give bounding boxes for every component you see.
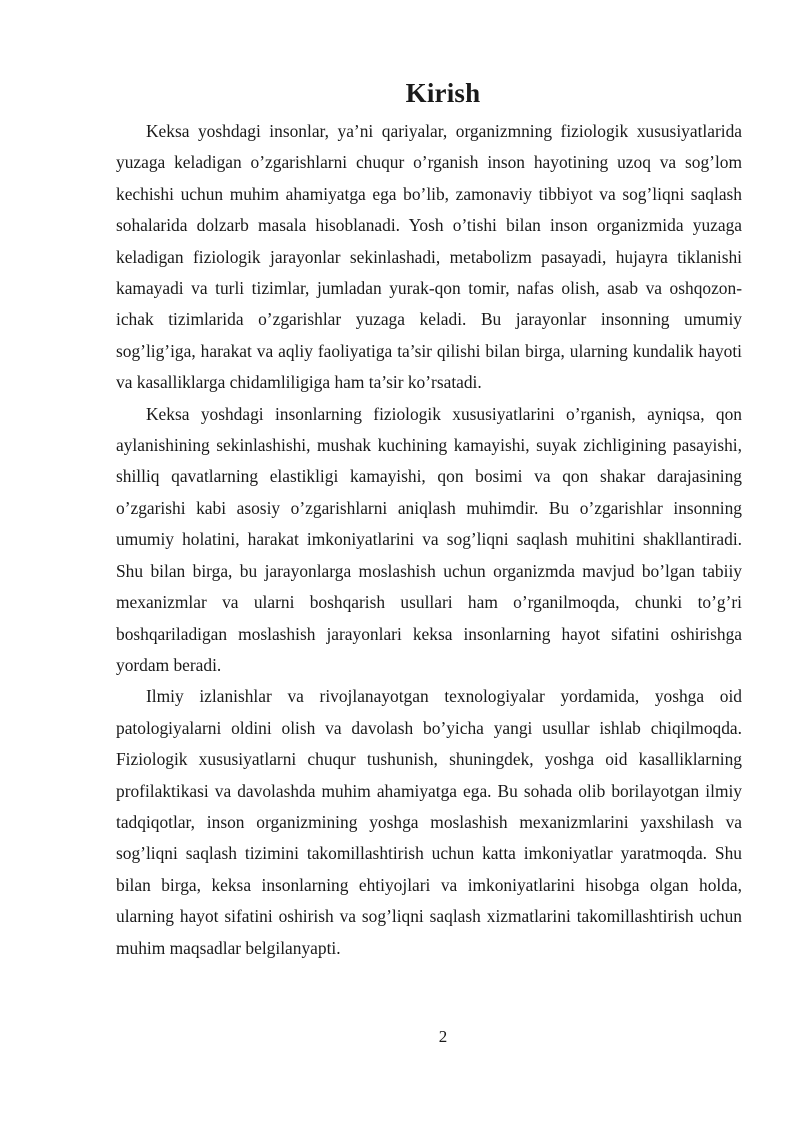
paragraph: Keksa yoshdagi insonlarning fiziologik xususiyatlarini o’rganish, ayniqsa, qon aylanishining sekinlashishi, mushak kuchining kamayishi, suyak zichligining pasayishi, shilliq qavatlarning elastikligi kamayishi, qon bosimi va qon shakar darajasining o’zgarishi kabi asosiy o’zgarishlarni aniqlash muhimdir. Bu o’zgarishlar insonning umumiy holatini, harakat imkoniyatlarini va sog’liqni saqlash muhitini shakllantiradi. Shu bilan birga, bu jarayonlarga moslashish uchun organizmda mavjud bo’lgan tabiiy mexanizmlar va ularni boshqarish usullari ham o’rganilmoqda, chunki to’g’ri boshqariladigan moslashish jarayonlari keksa insonlarning hayot sifatini oshirishga yordam beradi. <box>116 403 742 675</box>
paragraph: Keksa yoshdagi insonlar, ya’ni qariyalar, organizmning fiziologik xususiyatlarida yuzaga keladigan o’zgarishlarni chuqur o’rganish inson hayotining uzoq va sog’lom kechishi uchun muhim ahamiyatga ega bo’lib, zamonaviy tibbiyot va sog’liqni saqlash sohalarida dolzarb masala hisoblanadi. Yosh o’tishi bilan inson organizmida yuzaga keladigan fiziologik jarayonlar sekinlashadi, metabolizm pasayadi, hujayra tiklanishi kamayadi va turli tizimlar, jumladan yurak-qon tomir, nafas olish, asab va oshqozon-ichak tizimlarida o’zgarishlar yuzaga keladi. Bu jarayonlar insonning umumiy sog’lig’iga, harakat va aqliy faoliyatiga ta’sir qilishi bilan birga, ularning kundalik hayoti va kasalliklarga chidamliligiga ham ta’sir ko’rsatadi. <box>116 121 742 393</box>
document-body <box>116 116 742 964</box>
page-title: Kirish <box>405 78 481 108</box>
paragraph: Ilmiy izlanishlar va rivojlanayotgan texnologiyalar yordamida, yoshga oid patologiyalarni oldini olish va davolash bo’yicha yangi usullar ishlab chiqilmoqda. Fiziologik xususiyatlarni chuqur tushunish, shuningdek, yoshga oid kasalliklarning profilaktikasi va davolashda muhim ahamiyatga ega. Bu sohada olib borilayotgan ilmiy tadqiqotlar, inson organizmining yoshga moslashish mexanizmlarini yaxshilash va sog’liqni saqlash tizimini takomillashtirish uchun katta imkoniyatlar yaratmoqda. Shu bilan birga, keksa insonlarning ehtiyojlari va imkoniyatlarini hisobga olgan holda, ularning hayot sifatini oshirish va sog’liqni saqlash xizmatlarini takomillashtirish uchun muhim maqsadlar belgilanyapti. <box>116 686 742 958</box>
page-number: 2 <box>438 1027 448 1046</box>
